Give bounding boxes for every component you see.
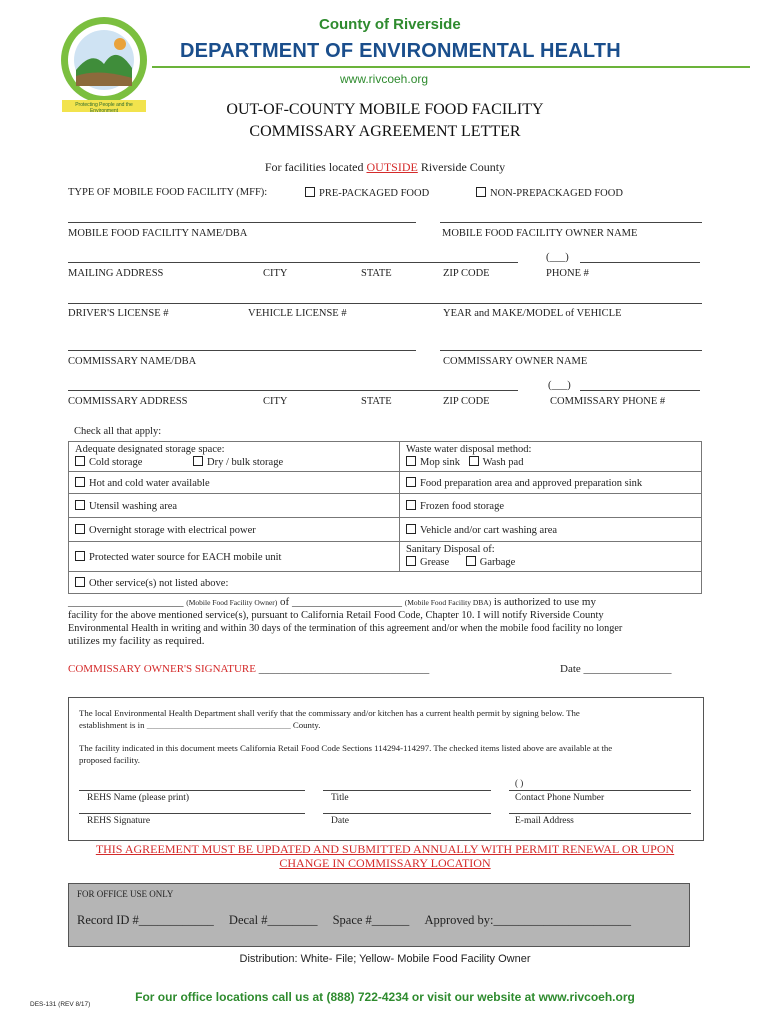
table-row bbox=[69, 442, 702, 472]
checkbox-icon[interactable] bbox=[469, 456, 479, 466]
signature-line[interactable]: _______________________________ bbox=[258, 663, 430, 675]
prepackaged-label: PRE-PACKAGED FOOD bbox=[319, 188, 430, 199]
checkbox-icon[interactable] bbox=[476, 187, 486, 197]
commissary-name-line[interactable] bbox=[68, 350, 416, 351]
checkbox-icon[interactable] bbox=[75, 524, 85, 534]
subtitle-after: Riverside County bbox=[417, 160, 506, 174]
date-line[interactable] bbox=[323, 813, 491, 814]
commissary-phone-label: COMMISSARY PHONE # bbox=[550, 396, 666, 407]
overnight-option[interactable] bbox=[69, 518, 400, 542]
table-row bbox=[69, 542, 702, 572]
commissary-address-line[interactable] bbox=[68, 390, 518, 391]
verify-para2 bbox=[79, 742, 612, 766]
office-use-label: FOR OFFICE USE ONLY bbox=[77, 889, 174, 899]
contact-paren: ( ) bbox=[515, 778, 524, 788]
rehs-name-label: REHS Name (please print) bbox=[87, 793, 190, 803]
agreement-text3: Environmental Health in writing and within 30 days of the termination of this agreement and/or when the mobile food facility no longer bbox=[68, 623, 623, 634]
commissary-phone-line[interactable] bbox=[580, 390, 700, 391]
checkbox-icon[interactable] bbox=[75, 477, 85, 487]
checkbox-icon[interactable] bbox=[305, 187, 315, 197]
checkbox-icon[interactable] bbox=[75, 456, 85, 466]
sanitary-cell bbox=[400, 542, 702, 572]
garbage-label: Garbage bbox=[479, 557, 516, 568]
checkbox-icon[interactable] bbox=[406, 524, 416, 534]
signature-row bbox=[68, 663, 429, 675]
form-id: DES-131 (REV 8/17) bbox=[30, 1001, 91, 1008]
header-rule bbox=[152, 66, 750, 68]
food-prep-label: Food preparation area and approved preparation sink bbox=[420, 477, 643, 489]
year-make-label: YEAR and MAKE/MODEL of VEHICLE bbox=[443, 308, 622, 319]
verify-p1b-before: establishment is in bbox=[79, 720, 147, 730]
title-label: Title bbox=[331, 793, 349, 803]
county-name: County of Riverside bbox=[319, 16, 461, 33]
garbage-option[interactable] bbox=[466, 557, 516, 568]
date-label: Date bbox=[331, 816, 349, 826]
owner-blank[interactable]: _____________________ bbox=[68, 596, 184, 608]
phone-label: PHONE # bbox=[546, 268, 589, 279]
verification-box bbox=[68, 697, 704, 841]
rehs-signature-label: REHS Signature bbox=[87, 816, 151, 826]
commissary-owner-line[interactable] bbox=[440, 350, 702, 351]
rehs-signature-line[interactable] bbox=[79, 813, 305, 814]
signature-date bbox=[560, 663, 672, 675]
mff-owner-label: MOBILE FOOD FACILITY OWNER NAME bbox=[442, 228, 638, 239]
signature-date-line[interactable]: ________________ bbox=[583, 663, 672, 675]
utensil-label: Utensil washing area bbox=[89, 500, 178, 512]
other-label: Other service(s) not listed above: bbox=[89, 577, 229, 589]
vehicle-wash-label: Vehicle and/or cart washing area bbox=[420, 524, 558, 536]
checkbox-icon[interactable] bbox=[193, 456, 203, 466]
verify-p1b-after: County. bbox=[290, 720, 321, 730]
verify-para1 bbox=[79, 707, 580, 733]
mff-name-line[interactable] bbox=[68, 222, 416, 223]
utensil-option[interactable] bbox=[69, 494, 400, 518]
department-name: DEPARTMENT OF ENVIRONMENTAL HEALTH bbox=[180, 40, 621, 62]
mff-owner-line[interactable] bbox=[440, 222, 702, 223]
mop-sink-option[interactable] bbox=[406, 457, 460, 468]
grease-option[interactable] bbox=[406, 557, 449, 568]
mailing-address-line[interactable] bbox=[68, 262, 518, 263]
checkbox-icon[interactable] bbox=[75, 551, 85, 561]
checkbox-icon[interactable] bbox=[406, 456, 416, 466]
waste-cell bbox=[400, 442, 702, 472]
overnight-label: Overnight storage with electrical power bbox=[89, 524, 256, 536]
email-label: E-mail Address bbox=[515, 816, 574, 826]
approved-by-field[interactable]: Approved by:______________________ bbox=[424, 913, 632, 927]
verify-p2a: The facility indicated in this document meets California Retail Food Code Sections 114294-114297. The checked items listed above are available at the bbox=[79, 743, 613, 753]
mff-type-prepackaged[interactable] bbox=[305, 187, 429, 199]
protected-water-label: Protected water source for EACH mobile unit bbox=[89, 551, 282, 563]
verify-p2b: proposed facility. bbox=[79, 755, 140, 765]
notice-line2: CHANGE IN COMMISSARY LOCATION bbox=[279, 856, 491, 870]
subtitle-before: For facilities located bbox=[264, 160, 367, 174]
record-id-field[interactable]: Record ID #____________ bbox=[77, 913, 214, 927]
vehicle-wash-option[interactable] bbox=[400, 518, 702, 542]
checkbox-icon[interactable] bbox=[75, 577, 85, 587]
cold-storage-option[interactable] bbox=[75, 457, 142, 468]
commissary-zip-label: ZIP CODE bbox=[443, 396, 490, 407]
drivers-license-label: DRIVER'S LICENSE # bbox=[68, 308, 169, 319]
commissary-state-label: STATE bbox=[361, 396, 392, 407]
logo-tagline: Protecting People and the Environment bbox=[75, 102, 133, 114]
frozen-option[interactable] bbox=[400, 494, 702, 518]
commissary-owner-label: COMMISSARY OWNER NAME bbox=[443, 356, 588, 367]
mff-name-label: MOBILE FOOD FACILITY NAME/DBA bbox=[68, 228, 248, 239]
checkbox-icon[interactable] bbox=[75, 500, 85, 510]
table-row bbox=[69, 472, 702, 494]
cold-storage-label: Cold storage bbox=[89, 457, 143, 468]
state-label: STATE bbox=[361, 268, 392, 279]
protected-water-option[interactable] bbox=[69, 542, 400, 572]
hot-cold-label: Hot and cold water available bbox=[89, 477, 210, 489]
checkbox-icon[interactable] bbox=[406, 500, 416, 510]
wash-pad-option[interactable] bbox=[469, 457, 524, 468]
phone-paren: (___) bbox=[546, 252, 569, 263]
subtitle-highlight: OUTSIDE bbox=[366, 160, 418, 174]
license-line[interactable] bbox=[68, 303, 702, 304]
office-fields bbox=[77, 913, 631, 928]
annual-notice bbox=[0, 842, 770, 870]
agreement-paragraph bbox=[68, 596, 704, 648]
hot-cold-option[interactable] bbox=[69, 472, 400, 494]
dry-storage-option[interactable] bbox=[193, 457, 283, 468]
verify-p1a: The local Environmental Health Department shall verify that the commissary and/or kitchen has a current health permit by signing below. The bbox=[79, 708, 580, 718]
rehs-name-line[interactable] bbox=[79, 790, 305, 791]
table-row bbox=[69, 518, 702, 542]
city-label: CITY bbox=[263, 268, 288, 279]
decal-field[interactable]: Decal #________ bbox=[228, 913, 318, 927]
commissary-address-label: COMMISSARY ADDRESS bbox=[68, 396, 188, 407]
mop-sink-label: Mop sink bbox=[420, 457, 460, 468]
zip-label: ZIP CODE bbox=[443, 268, 490, 279]
frozen-label: Frozen food storage bbox=[420, 500, 504, 512]
header-url[interactable]: www.rivcoeh.org bbox=[340, 72, 429, 86]
contact-label: Contact Phone Number bbox=[515, 793, 605, 803]
checkbox-icon[interactable] bbox=[466, 556, 476, 566]
table-row bbox=[69, 494, 702, 518]
form-title-line2: COMMISSARY AGREEMENT LETTER bbox=[249, 123, 521, 140]
dba-blank[interactable]: ____________________ bbox=[291, 596, 402, 608]
food-prep-option[interactable] bbox=[400, 472, 702, 494]
dry-storage-label: Dry / bulk storage bbox=[207, 457, 284, 468]
agreement-text4: utilizes my facility as required. bbox=[68, 635, 205, 647]
services-table bbox=[68, 441, 702, 594]
phone-line[interactable] bbox=[580, 262, 700, 263]
check-all-label: Check all that apply: bbox=[74, 426, 162, 437]
signature-date-label: Date bbox=[560, 663, 581, 675]
sanitary-label: Sanitary Disposal of: bbox=[406, 544, 495, 555]
storage-cell bbox=[69, 442, 400, 472]
owner-caption: (Mobile Food Facility Owner) bbox=[186, 598, 278, 607]
agreement-text1: is authorized to use my bbox=[491, 596, 596, 608]
other-option[interactable] bbox=[69, 572, 702, 594]
wash-pad-label: Wash pad bbox=[482, 457, 524, 468]
notice-line1: THIS AGREEMENT MUST BE UPDATED AND SUBMITTED ANNUALLY WITH PERMIT RENEWAL OR UPON bbox=[95, 842, 675, 856]
county-blank[interactable]: ________________________________________________ bbox=[146, 724, 291, 730]
table-row bbox=[69, 572, 702, 594]
checkbox-icon[interactable] bbox=[406, 477, 416, 487]
agreement-text2: facility for the above mentioned service(s), pursuant to California Retail Food Code, Chapter 10. I will notify Riverside County bbox=[68, 610, 604, 621]
email-line[interactable] bbox=[509, 813, 691, 814]
footer-contact[interactable]: For our office locations call us at (888) 722-4234 or visit our website at www.rivcoeh.org bbox=[135, 990, 635, 1004]
contact-line[interactable] bbox=[509, 790, 691, 791]
checkbox-icon[interactable] bbox=[406, 556, 416, 566]
commissary-city-label: CITY bbox=[263, 396, 288, 407]
nonprepackaged-label: NON-PREPACKAGED FOOD bbox=[490, 188, 623, 199]
distribution-note: Distribution: White- File; Yellow- Mobile Food Facility Owner bbox=[239, 953, 531, 965]
vehicle-license-label: VEHICLE LICENSE # bbox=[248, 308, 347, 319]
form-title-line1: OUT-OF-COUNTY MOBILE FOOD FACILITY bbox=[226, 101, 544, 118]
waste-label: Waste water disposal method: bbox=[406, 444, 532, 455]
grease-label: Grease bbox=[420, 557, 450, 568]
commissary-phone-paren: (___) bbox=[548, 380, 571, 391]
of-text: of bbox=[277, 596, 292, 608]
title-line[interactable] bbox=[323, 790, 491, 791]
dba-caption: (Mobile Food Facility DBA) bbox=[404, 598, 492, 607]
mailing-address-label: MAILING ADDRESS bbox=[68, 268, 164, 279]
storage-label: Adequate designated storage space: bbox=[75, 444, 225, 455]
signature-label: COMMISSARY OWNER'S SIGNATURE bbox=[68, 663, 256, 675]
space-field[interactable]: Space #______ bbox=[332, 913, 410, 927]
form-subtitle bbox=[0, 160, 770, 175]
mff-type-label: TYPE OF MOBILE FOOD FACILITY (MFF): bbox=[68, 187, 268, 198]
mff-type-nonprepackaged[interactable] bbox=[476, 187, 623, 199]
office-use-box bbox=[68, 883, 690, 947]
commissary-name-label: COMMISSARY NAME/DBA bbox=[68, 356, 197, 367]
